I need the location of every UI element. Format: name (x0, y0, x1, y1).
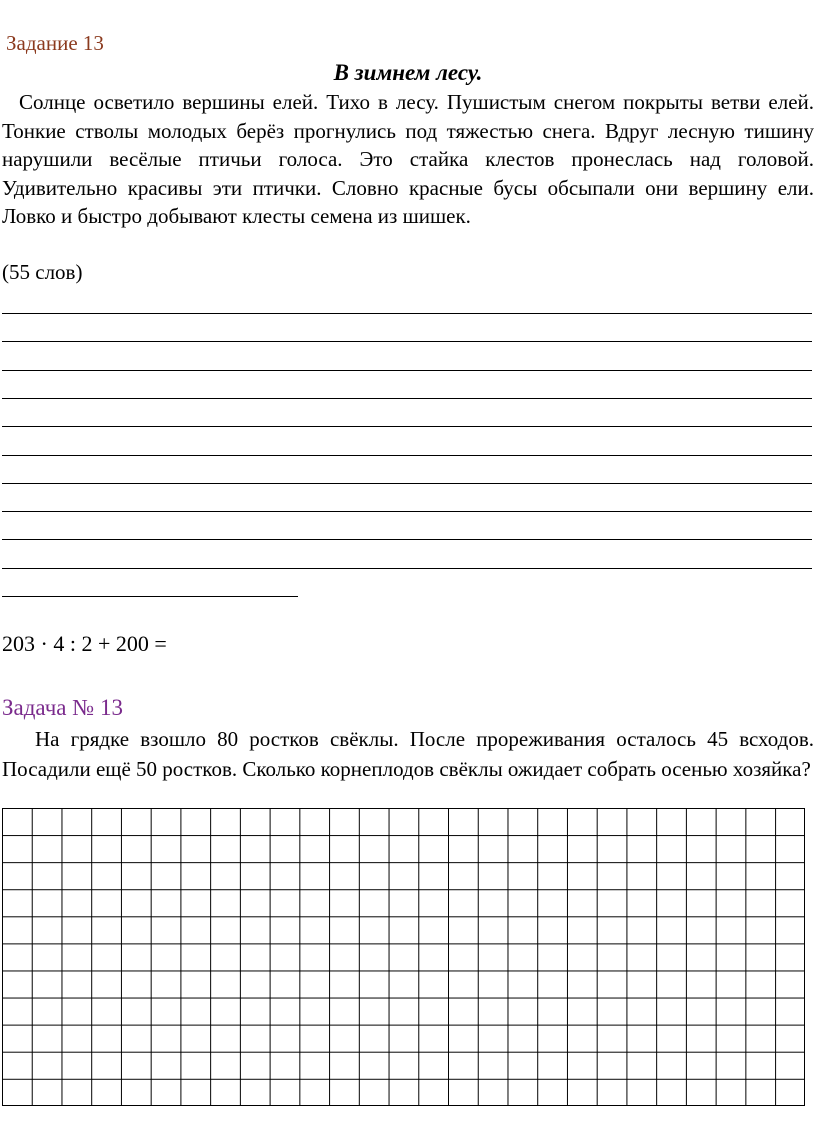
writing-line (2, 341, 812, 342)
answer-grid (2, 808, 805, 1106)
writing-line (2, 398, 812, 399)
writing-line (2, 568, 812, 569)
word-count: (55 слов) (2, 260, 83, 284)
problem-heading: Задача № 13 (2, 695, 123, 720)
writing-line (2, 370, 812, 371)
writing-line (2, 511, 812, 512)
task-heading: Задание 13 (6, 31, 104, 55)
writing-line (2, 539, 812, 540)
writing-line (2, 483, 812, 484)
writing-line (2, 426, 812, 427)
dictation-paragraph: Солнце осветило вершины елей. Тихо в лесу. Пушистым снегом покрыты ветви елей. Тонкие стволы молодых берёз прогнулись под тяжестью снега. Вдруг лесную тишину нарушили весёлые птичьи голоса. Это стайка клестов пронеслась над головой. Удивительно красивы эти птички. Словно красные бусы обсыпали они вершину ели. Ловко и быстро добывают клесты семена из шишек. (2, 90, 814, 229)
writing-line-partial (2, 596, 298, 597)
writing-line (2, 455, 812, 456)
problem-text-block (2, 725, 814, 784)
dictation-text-block (2, 88, 814, 231)
problem-paragraph: На грядке взошло 80 ростков свёклы. После прореживания осталось 45 всходов. Посадили ещё 50 ростков. Сколько корнеплодов свёклы ожидает собрать осенью хозяйка? (2, 727, 814, 781)
math-expression: 203 · 4 : 2 + 200 = (2, 631, 167, 656)
writing-line (2, 313, 812, 314)
dictation-title: В зимнем лесу. (333, 60, 483, 85)
